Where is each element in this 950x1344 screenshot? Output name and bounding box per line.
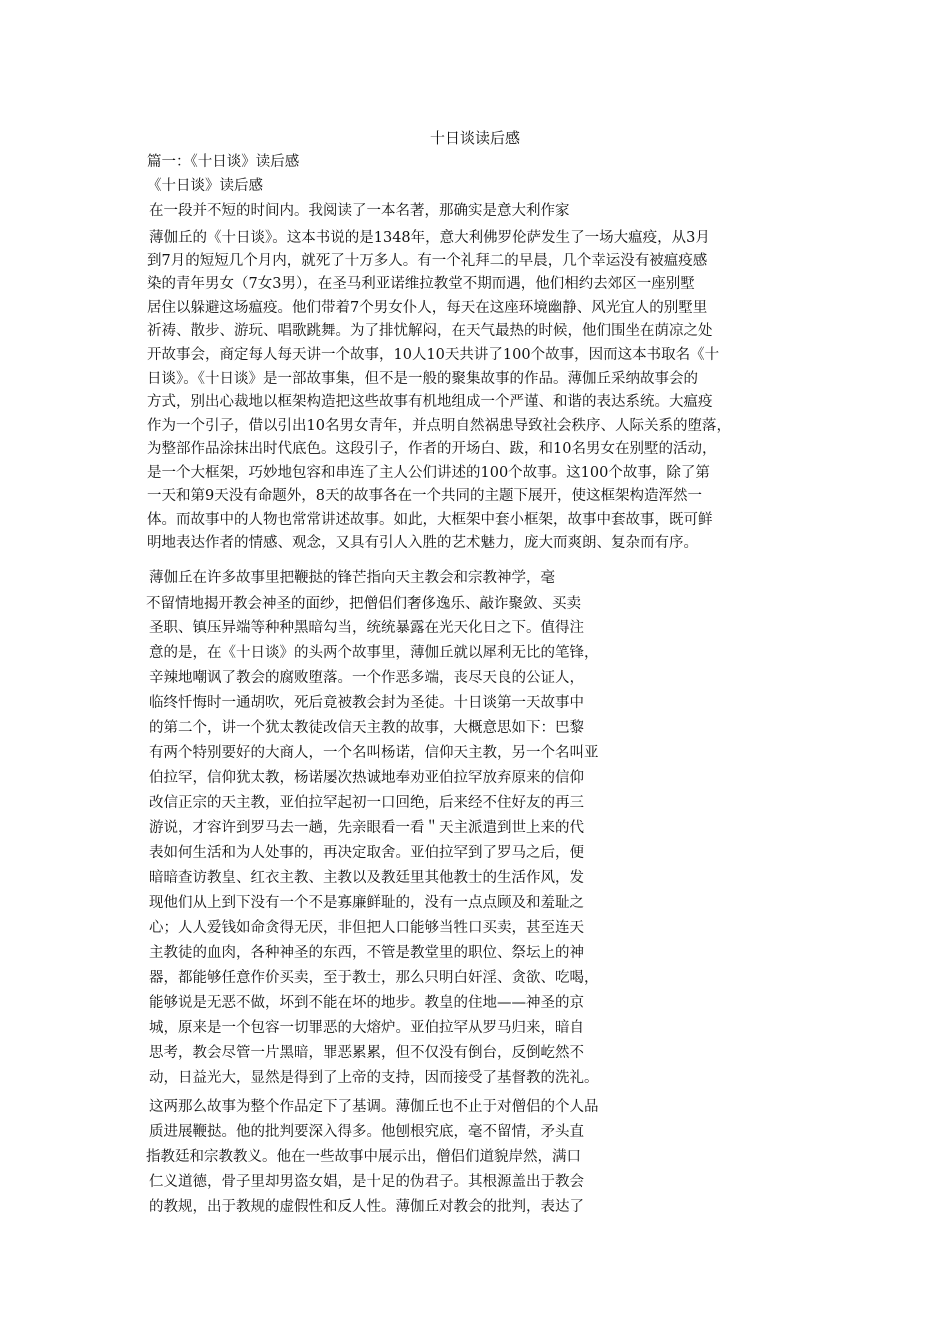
text-line: 圣职、镇压异端等种种黑暗勾当，统统暴露在光天化日之下。值得注	[149, 620, 584, 636]
text-line: 仁义道德，骨子里却男盗女娼，是十足的伪君子。其根源盖出于教会	[149, 1174, 584, 1190]
text-line: 指教廷和宗教教义。他在一些故事中展示出，僧侣们道貌岸然，满口	[146, 1149, 581, 1165]
text-line: 方式，别出心裁地以框架构造把这些故事有机地组成一个严谨、和谐的表达系统。大瘟疫	[147, 394, 713, 410]
heading: 篇一：《十日谈》读后感	[147, 154, 300, 170]
text-line: 祈祷、散步、游玩、唱歌跳舞。为了排忧解闷，在天气最热的时候，他们围坐在荫凉之处	[147, 323, 713, 339]
text-line: 思考，教会尽管一片黑暗，罪恶累累，但不仅没有倒台，反倒屹然不	[149, 1045, 584, 1061]
text-line: 为整部作品涂抹出时代底色。这段引子，作者的开场白、跋，和10名男女在别墅的活动，	[147, 441, 717, 457]
text-line: 质进展鞭挞。他的批判要深入得多。他刨根究底，毫不留情，矛头直	[149, 1124, 584, 1140]
text-line: 是一个大框架，巧妙地包容和串连了主人公们讲述的100个故事。这100个故事，除了第	[147, 465, 710, 481]
text-line: 城，原来是一个包容一切罪恶的大熔炉。亚伯拉罕从罗马归来，暗自	[149, 1020, 584, 1036]
text-line: 游说，才容许到罗马去一趟，先亲眼看一看＂天主派遣到世上来的代	[149, 820, 584, 836]
text-line: 明地表达作者的情感、观念，又具有引人入胜的艺术魅力，庞大而爽朗、复杂而有序。	[147, 535, 698, 551]
text-line: 临终忏悔时一通胡吹，死后竟被教会封为圣徒。十日谈第一天故事中	[149, 695, 584, 711]
text-line: 在一段并不短的时间内。我阅读了一本名著，那确实是意大利作家	[149, 203, 570, 219]
text-line: 伯拉罕，信仰犹太教，杨诺屡次热诚地奉劝亚伯拉罕放弃原来的信仰	[149, 770, 584, 786]
text-line: 一天和第9天没有命题外，8天的故事各在一个共同的主题下展开，使这框架构造浑然一	[147, 488, 702, 504]
text-line: 能够说是无恶不做，坏到不能在坏的地步。教皇的住地——神圣的京	[149, 995, 584, 1011]
text-line: 意的是，在《十日谈》的头两个故事里，薄伽丘就以犀利无比的笔锋，	[149, 645, 599, 661]
text-line: 改信正宗的天主教，亚伯拉罕起初一口回绝，后来经不住好友的再三	[149, 795, 584, 811]
text-line: 不留情地揭开教会神圣的面纱，把僧侣们奢侈逸乐、敲诈聚敛、买卖	[146, 596, 581, 612]
text-line: 辛辣地嘲讽了教会的腐败堕落。一个作恶多端，丧尽天良的公证人，	[149, 670, 584, 686]
text-line: 日谈》。《十日谈》是一部故事集，但不是一般的聚集故事的作品。薄伽丘采纳故事会的	[147, 371, 698, 387]
text-line: 的第二个，讲一个犹太教徒改信天主教的故事，大概意思如下：巴黎	[149, 720, 584, 736]
text-line: 有两个特别要好的大商人，一个名叫杨诺，信仰天主教，另一个名叫亚	[149, 745, 599, 761]
text-line: 染的青年男女（7女3男），在圣马利亚诺维拉教堂不期而遇，他们相约去郊区一座别墅	[147, 276, 695, 292]
text-line: 的教规，出于教规的虚假性和反人性。薄伽丘对教会的批判，表达了	[149, 1199, 584, 1215]
text-line: 居住以躲避这场瘟疫。他们带着7个男女仆人，每天在这座环境幽静、风光宜人的别墅里	[147, 300, 708, 316]
text-line: 暗暗查访教皇、红衣主教、主教以及教廷里其他教士的生活作风，发	[149, 870, 584, 886]
document-title: 十日谈读后感	[429, 129, 520, 147]
text-line: 动，日益光大，显然是得到了上帝的支持，因而接受了基督教的洗礼。	[149, 1070, 599, 1086]
text-line: 表如何生活和为人处事的，再决定取舍。亚伯拉罕到了罗马之后，便	[149, 845, 584, 861]
text-line: 这两那么故事为整个作品定下了基调。薄伽丘也不止于对僧侣的个人品	[149, 1099, 599, 1115]
text-line: 主教徒的血肉，各种神圣的东西，不管是教堂里的职位、祭坛上的神	[149, 945, 584, 961]
text-line: 薄伽丘的《十日谈》。这本书说的是1348年，意大利佛罗伦萨发生了一场大瘟疫，从3月	[149, 230, 710, 246]
text-line: 开故事会，商定每人每天讲一个故事，10人10天共讲了100个故事，因而这本书取名《十	[147, 347, 720, 363]
text-line: 体。而故事中的人物也常常讲述故事。如此，大框架中套小框架，故事中套故事，既可鲜	[147, 512, 713, 528]
text-line: 器，都能够任意作价买卖，至于教士，那么只明白奸淫、贪欲、吃喝，	[149, 970, 599, 986]
text-line: 薄伽丘在许多故事里把鞭挞的锋芒指向天主教会和宗教神学，毫	[149, 570, 555, 586]
text-line: 到7月的短短几个月内，就死了十万多人。有一个礼拜二的早晨，几个幸运没有被瘟疫感	[147, 253, 708, 269]
text-line: 作为一个引子，借以引出10名男女青年，并点明自然祸患导致社会秩序、人际关系的堕落，	[147, 418, 731, 434]
text-line: 现他们从上到下没有一个不是寡廉鲜耻的，没有一点点顾及和羞耻之	[149, 895, 584, 911]
subheading: 《十日谈》读后感	[147, 178, 263, 194]
text-line: 心；人人爱钱如命贪得无厌，非但把人口能够当牲口买卖，甚至连天	[149, 920, 584, 936]
